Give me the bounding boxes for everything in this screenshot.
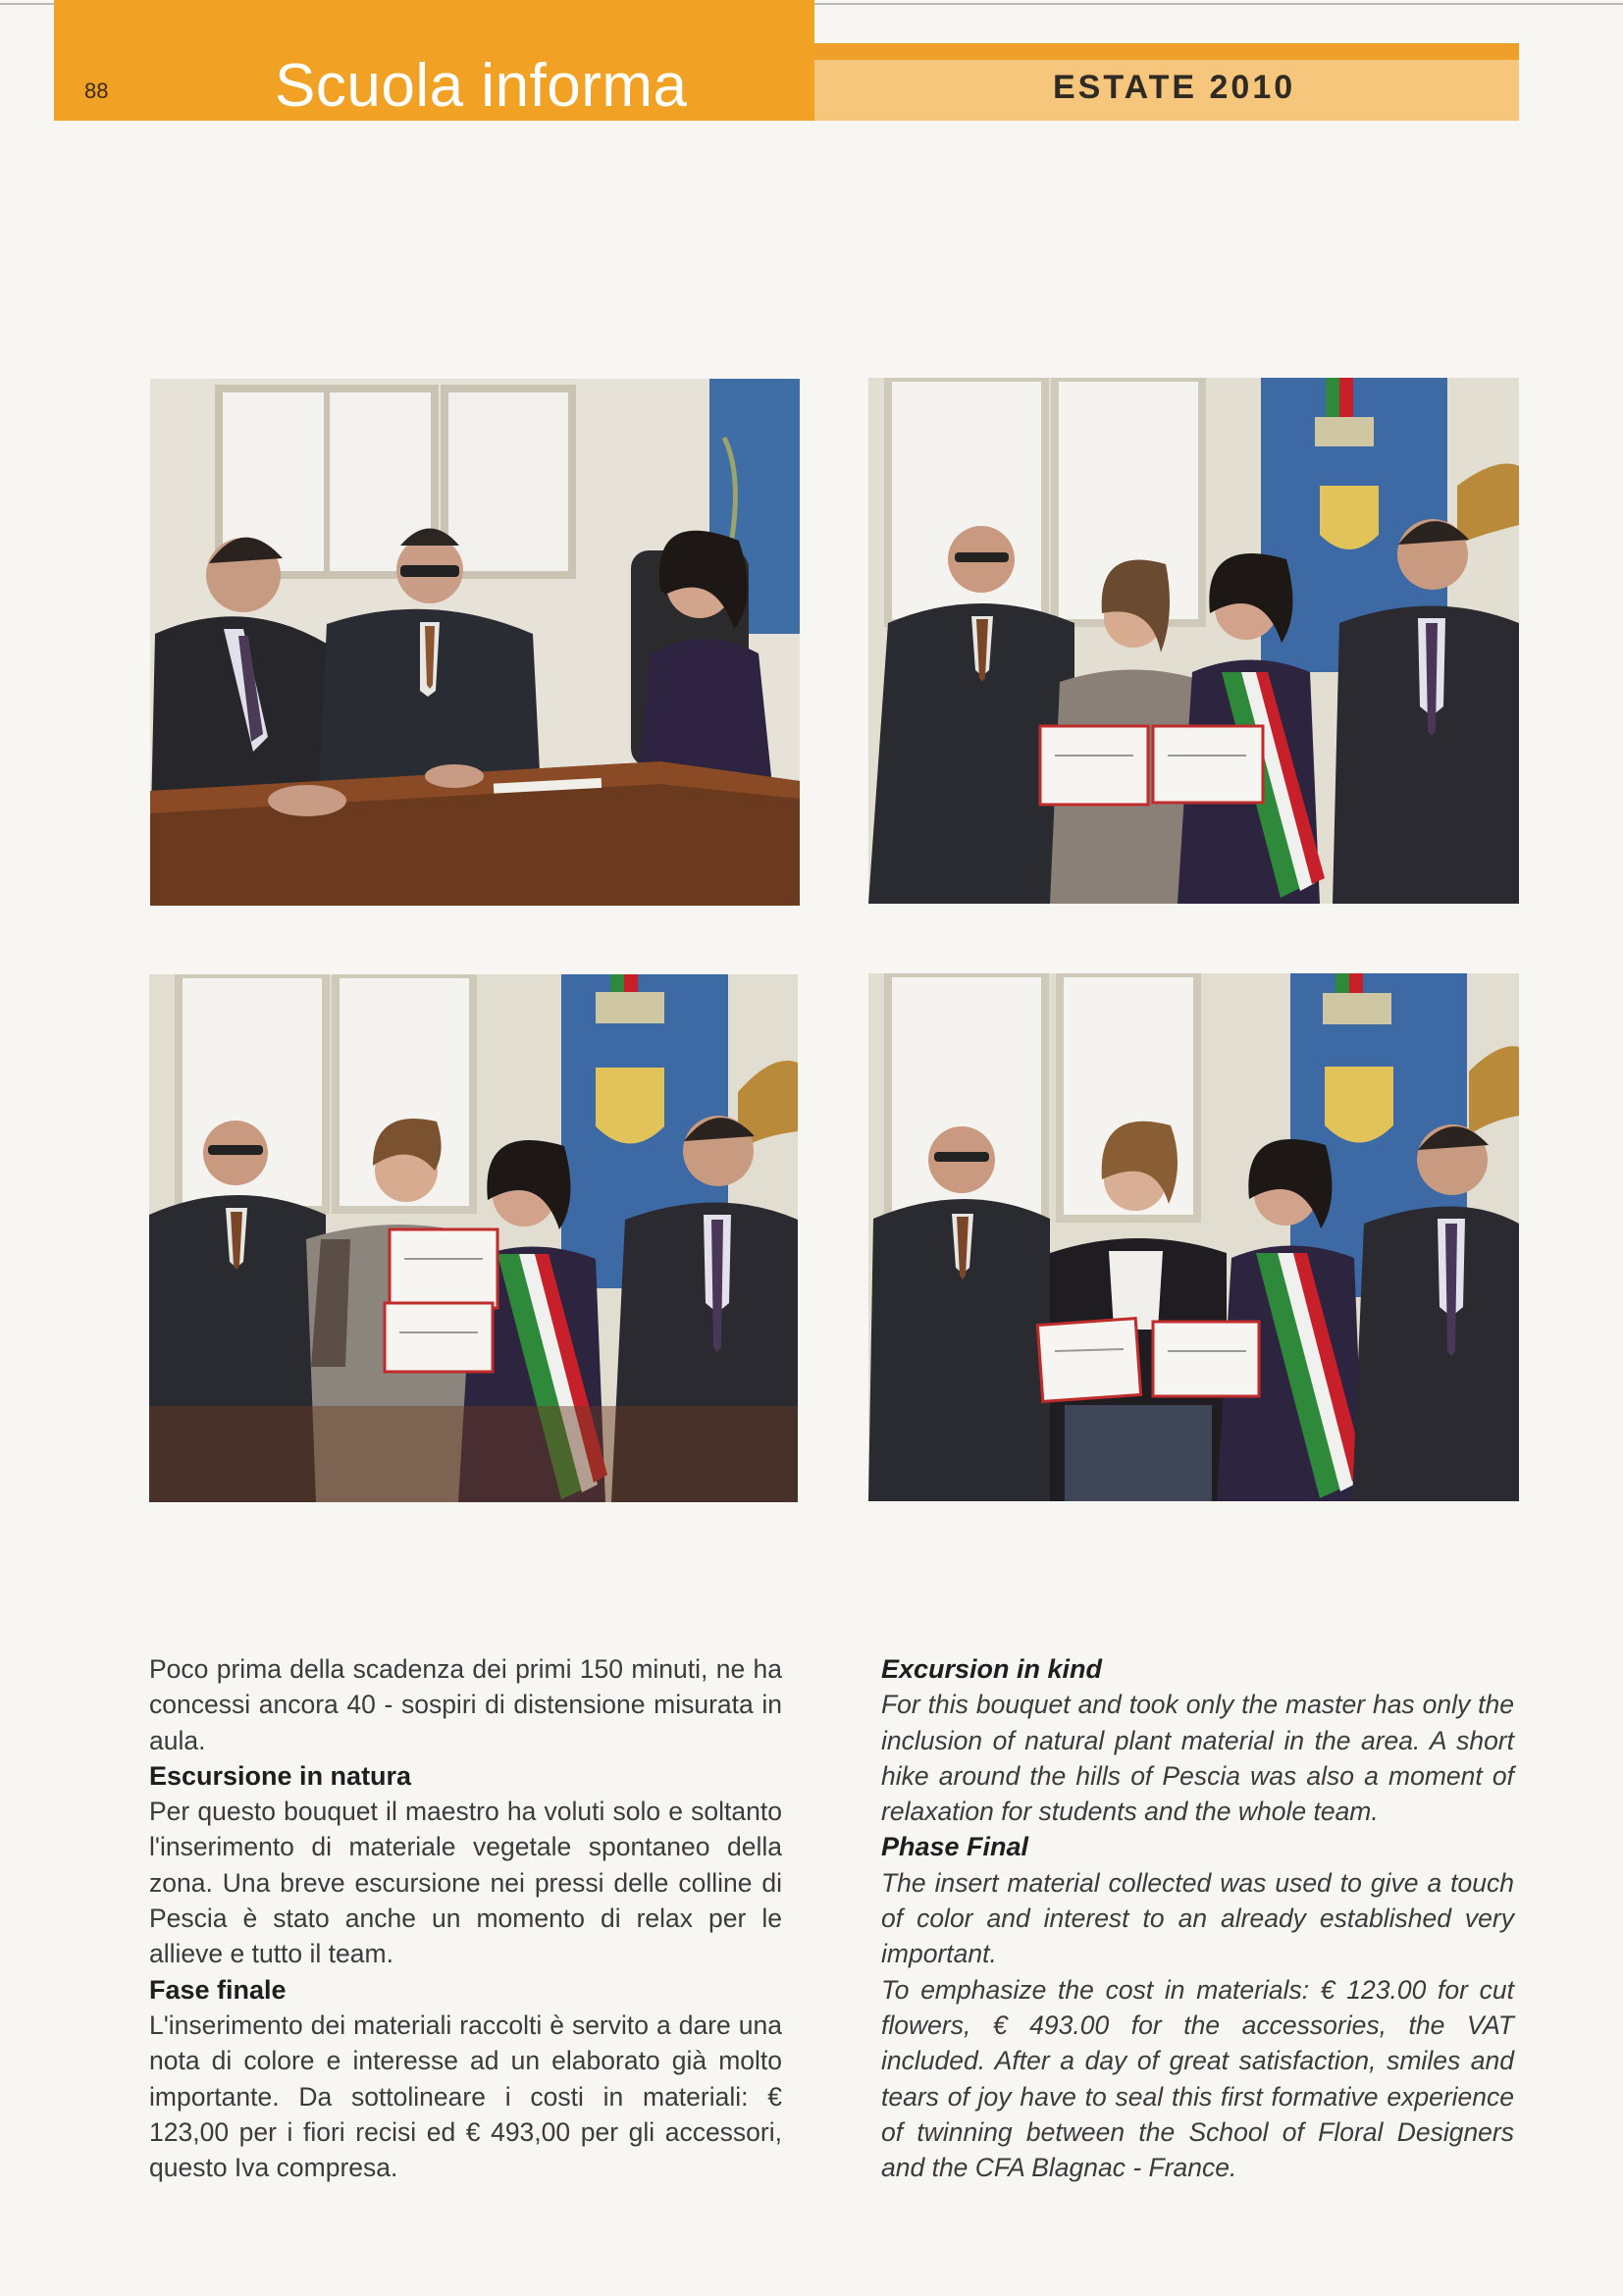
italian-paragraph-final: L'inserimento dei materiali raccolti è servito a dare una nota di colore e interesse ad un elaborato già molto importante. Da sottolineare i costi in materiali: € 123,00 per i fiori recisi ed € 493,00 per gli accessori, questo Iva compresa. xyxy=(149,2009,782,2183)
english-paragraph-final: The insert material collected was used to give a touch of color and interest to an already established very important. xyxy=(881,1867,1514,1969)
english-column xyxy=(881,1651,1514,2185)
photo-certificate-presentation-1 xyxy=(868,378,1519,904)
english-heading-excursion: Excursion in kind xyxy=(881,1654,1103,1684)
header-stripe xyxy=(814,43,1519,60)
italian-intro: Poco prima della scadenza dei primi 150 minuti, ne ha concessi ancora 40 - sospiri di distensione misurata in aula. xyxy=(149,1654,782,1755)
italian-heading-final: Fase finale xyxy=(149,1974,287,2005)
page-number: 88 xyxy=(84,78,109,103)
photo-certificate-presentation-2 xyxy=(149,974,798,1502)
italian-paragraph-excursion: Per questo bouquet il maestro ha voluti solo e soltanto l'inserimento di materiale vegetale spontaneo della zona. Una breve escursione nei pressi delle colline di Pescia è stato anche un momento di relax per le allieve e tutto il team. xyxy=(149,1797,782,1969)
photo-certificate-presentation-3 xyxy=(868,973,1519,1501)
english-paragraph-excursion: For this bouquet and took only the master has only the inclusion of natural plant material in the area. A short hike around the hills of Pescia was also a moment of relaxation for students and the whole team. xyxy=(881,1690,1514,1827)
english-heading-final: Phase Final xyxy=(881,1832,1029,1862)
section-title: Scuola informa xyxy=(275,52,688,120)
issue-label: ESTATE 2010 xyxy=(1053,69,1296,106)
italian-heading-excursion: Escursione in natura xyxy=(149,1760,412,1791)
italian-column xyxy=(149,1651,782,2185)
english-paragraph-costs: To emphasize the cost in materials: € 123.00 for cut flowers, € 493.00 for the accessories, the VAT included. After a day of great satisfaction, smiles and tears of joy have to seal this first formative experience of twinning between the School of Floral Designers and the CFA Blagnac - France. xyxy=(881,1974,1514,2183)
photo-seated-officials xyxy=(150,379,800,906)
